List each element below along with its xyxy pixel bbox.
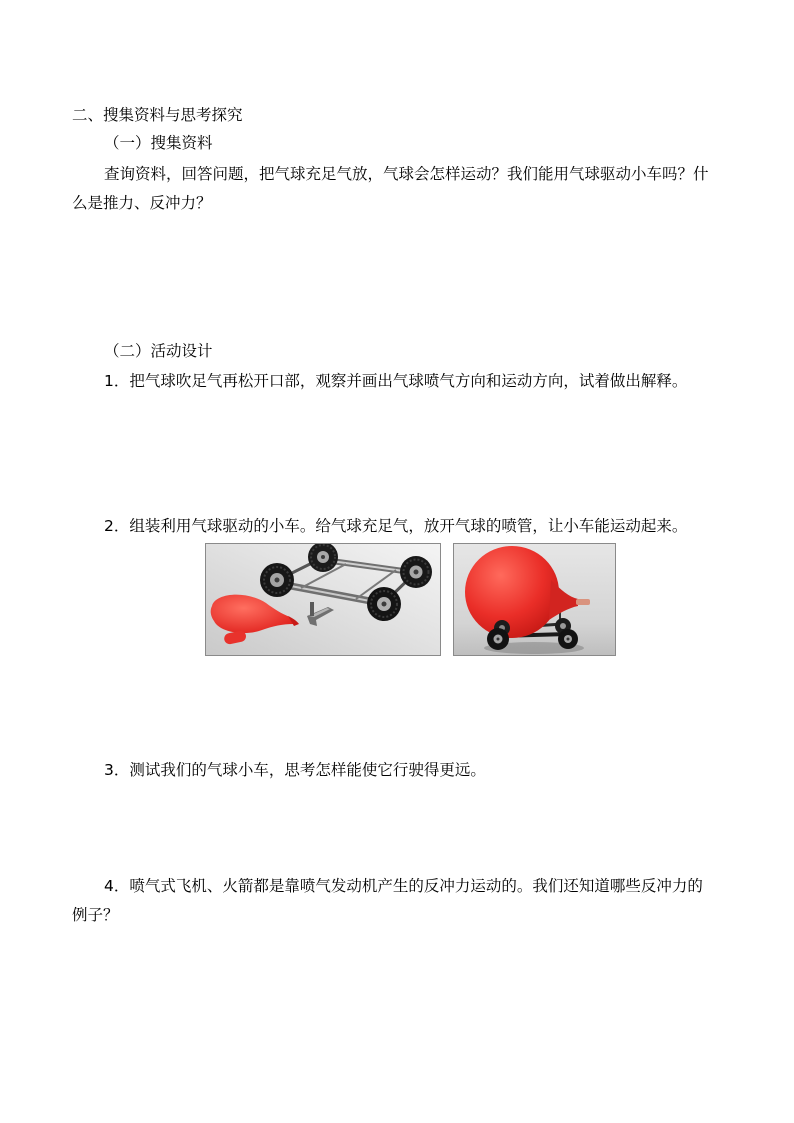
car-wheel bbox=[558, 629, 578, 649]
part1-question-line-2: 么是推力、反冲力？ bbox=[72, 194, 212, 212]
car-wheel bbox=[367, 587, 401, 621]
activity-item-4-line-1: 4．喷气式飞机、火箭都是靠喷气发动机产生的反冲力运动的。我们还知道哪些反冲力的 bbox=[104, 877, 703, 895]
part2-title: （二）活动设计 bbox=[104, 342, 213, 360]
activity-item-3: 3．测试我们的气球小车，思考怎样能使它行驶得更远。 bbox=[104, 761, 486, 779]
balloon-car-kit-photo bbox=[205, 543, 441, 656]
activity-item-1: 1．把气球吹足气再松开口部，观察并画出气球喷气方向和运动方向，试着做出解释。 bbox=[104, 372, 688, 390]
car-wheel bbox=[260, 563, 294, 597]
activity-item-2: 2．组装利用气球驱动的小车。给气球充足气，放开气球的喷管，让小车能运动起来。 bbox=[104, 517, 688, 535]
car-wheel bbox=[400, 556, 432, 588]
part1-question-line-1: 查询资料，回答问题，把气球充足气放，气球会怎样运动？我们能用气球驱动小车吗？什 bbox=[104, 165, 709, 183]
activity-item-4-line-2: 例子？ bbox=[72, 906, 119, 924]
car-wheel bbox=[487, 628, 509, 650]
balloon-car-assembled-photo bbox=[453, 543, 616, 656]
inflated-balloon bbox=[465, 546, 559, 638]
balloon-car-kit-illustration bbox=[206, 544, 441, 656]
part1-title: （一）搜集资料 bbox=[104, 134, 213, 152]
balloon-car-assembled-illustration bbox=[454, 544, 616, 656]
section-heading: 二、搜集资料与思考探究 bbox=[72, 106, 243, 124]
balloon-nozzle bbox=[576, 599, 590, 605]
